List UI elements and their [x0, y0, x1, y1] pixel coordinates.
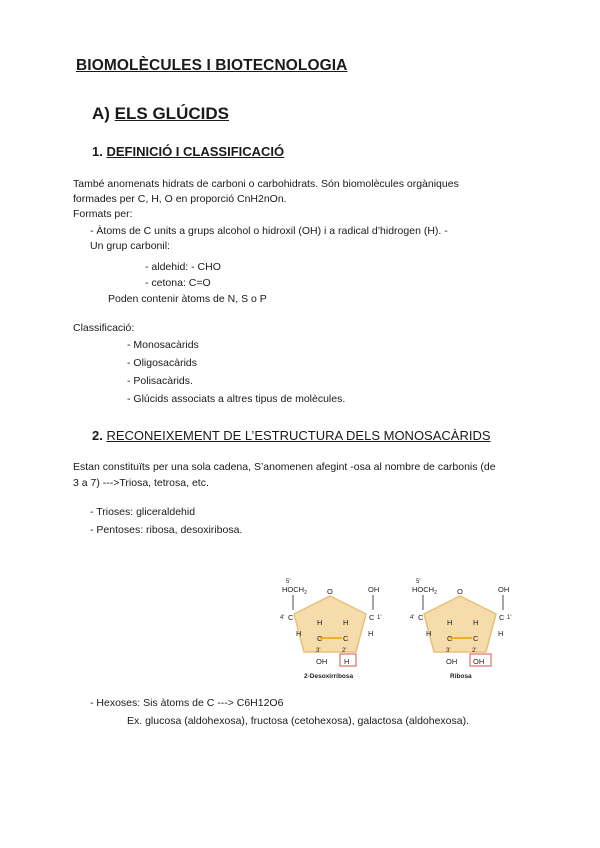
c3-h-top: H [317, 618, 323, 627]
monosac-line-1: Estan constituïts per una sola cadena, S’anomenen afegint -osa al nombre de carbonis (de [73, 461, 496, 473]
section-a-title: ELS GLÚCIDS [114, 104, 229, 123]
section-a-prefix: A) [92, 104, 115, 123]
c4-carbon: C [288, 613, 294, 622]
c1-h: H [368, 629, 374, 638]
c3-label: 3' [316, 648, 321, 654]
c1-carbon: C [499, 613, 505, 622]
c4-carbon: C [418, 613, 424, 622]
intro-line-1: També anomenats hidrats de carboni o carbohidrats. Són biomolècules orgàniques [73, 178, 459, 190]
c2-carbon: C [473, 634, 479, 643]
class-item-monosacarids: - Monosacàrids [127, 339, 199, 351]
class-item-polisacarids: - Polisacàrids. [127, 375, 193, 387]
c2-substituent: H [344, 657, 350, 666]
c4-label: 4' [410, 615, 415, 621]
c1-label: 1' [377, 615, 382, 621]
section-2-number: 2. [92, 428, 107, 443]
c2-h-top: H [473, 618, 479, 627]
document-title: BIOMOLÈCULES I BIOTECNOLOGIA [76, 57, 348, 74]
hoch2-label: $HOCH_2$ [282, 585, 307, 596]
c3-label: 3' [446, 648, 451, 654]
intro-line-2: formades per C, H, O en proporció CnH2nOn. [73, 193, 287, 205]
ribosa-diagram [406, 574, 524, 682]
c3-h-top: H [447, 618, 453, 627]
c1-oh: OH [368, 585, 380, 594]
c2-carbon: C [343, 634, 349, 643]
section-a-heading [92, 104, 229, 124]
c5-label: 5' [416, 579, 421, 585]
section-1-number: 1. [92, 144, 107, 159]
c3-carbon: C [317, 634, 323, 643]
c2-label: 2' [472, 648, 477, 654]
c2-substituent: OH [473, 657, 485, 666]
monosac-line-2: 3 a 7) --->Triosa, tetrosa, etc. [73, 477, 209, 489]
c3-oh: OH [446, 657, 458, 666]
classificacio-label: Classificació: [73, 322, 135, 334]
class-item-oligosacarids: - Oligosacàrids [127, 357, 198, 369]
c2-h-top: H [343, 618, 349, 627]
c4-h: H [426, 629, 432, 638]
poden-contenir: Poden contenir àtoms de N, S o P [108, 293, 267, 305]
aldehid-item: - aldehid: - CHO [145, 261, 221, 273]
trioses-item: - Trioses: gliceraldehid [90, 506, 196, 518]
section-2-title: RECONEIXEMENT DE L’ESTRUCTURA DELS MONOSACÀRIDS [106, 428, 491, 443]
c4-h: H [296, 629, 302, 638]
furanose-ring [424, 596, 496, 652]
section-1-title: DEFINICIÓ I CLASSIFICACIÓ [106, 144, 285, 159]
furanose-ring [294, 596, 366, 652]
c3-carbon: C [447, 634, 453, 643]
c1-carbon: C [369, 613, 375, 622]
desoxirribosa-caption: 2-Desoxirribosa [304, 673, 354, 680]
c1-oh: OH [498, 585, 510, 594]
c1-label: 1' [507, 615, 512, 621]
cetona-item: - cetona: C=O [145, 277, 211, 289]
hexoses-examples: Ex. glucosa (aldohexosa), fructosa (cetohexosa), galactosa (aldohexosa). [127, 715, 470, 727]
c1-h: H [498, 629, 504, 638]
c4-label: 4' [280, 615, 285, 621]
ring-oxygen: O [327, 587, 333, 596]
desoxirribosa-diagram [276, 574, 394, 682]
bullet-carbonil: Un grup carbonil: [90, 240, 170, 252]
hoch2-label: $HOCH_2$ [412, 585, 437, 596]
c3-oh: OH [316, 657, 328, 666]
class-item-associats: - Glúcids associats a altres tipus de molècules. [127, 393, 346, 405]
c2-label: 2' [342, 648, 347, 654]
bullet-atoms: - Àtoms de C units a grups alcohol o hidroxil (OH) i a radical d’hidrogen (H). - [90, 225, 448, 237]
section-2-heading [92, 428, 491, 443]
hexoses-item: - Hexoses: Sis àtoms de C ---> C6H12O6 [90, 697, 284, 709]
ribosa-caption: Ribosa [450, 673, 472, 680]
section-1-heading [92, 144, 284, 159]
formats-label: Formats per: [73, 208, 133, 220]
pentoses-item: - Pentoses: ribosa, desoxiribosa. [90, 524, 243, 536]
ring-oxygen: O [457, 587, 463, 596]
c5-label: 5' [286, 579, 291, 585]
